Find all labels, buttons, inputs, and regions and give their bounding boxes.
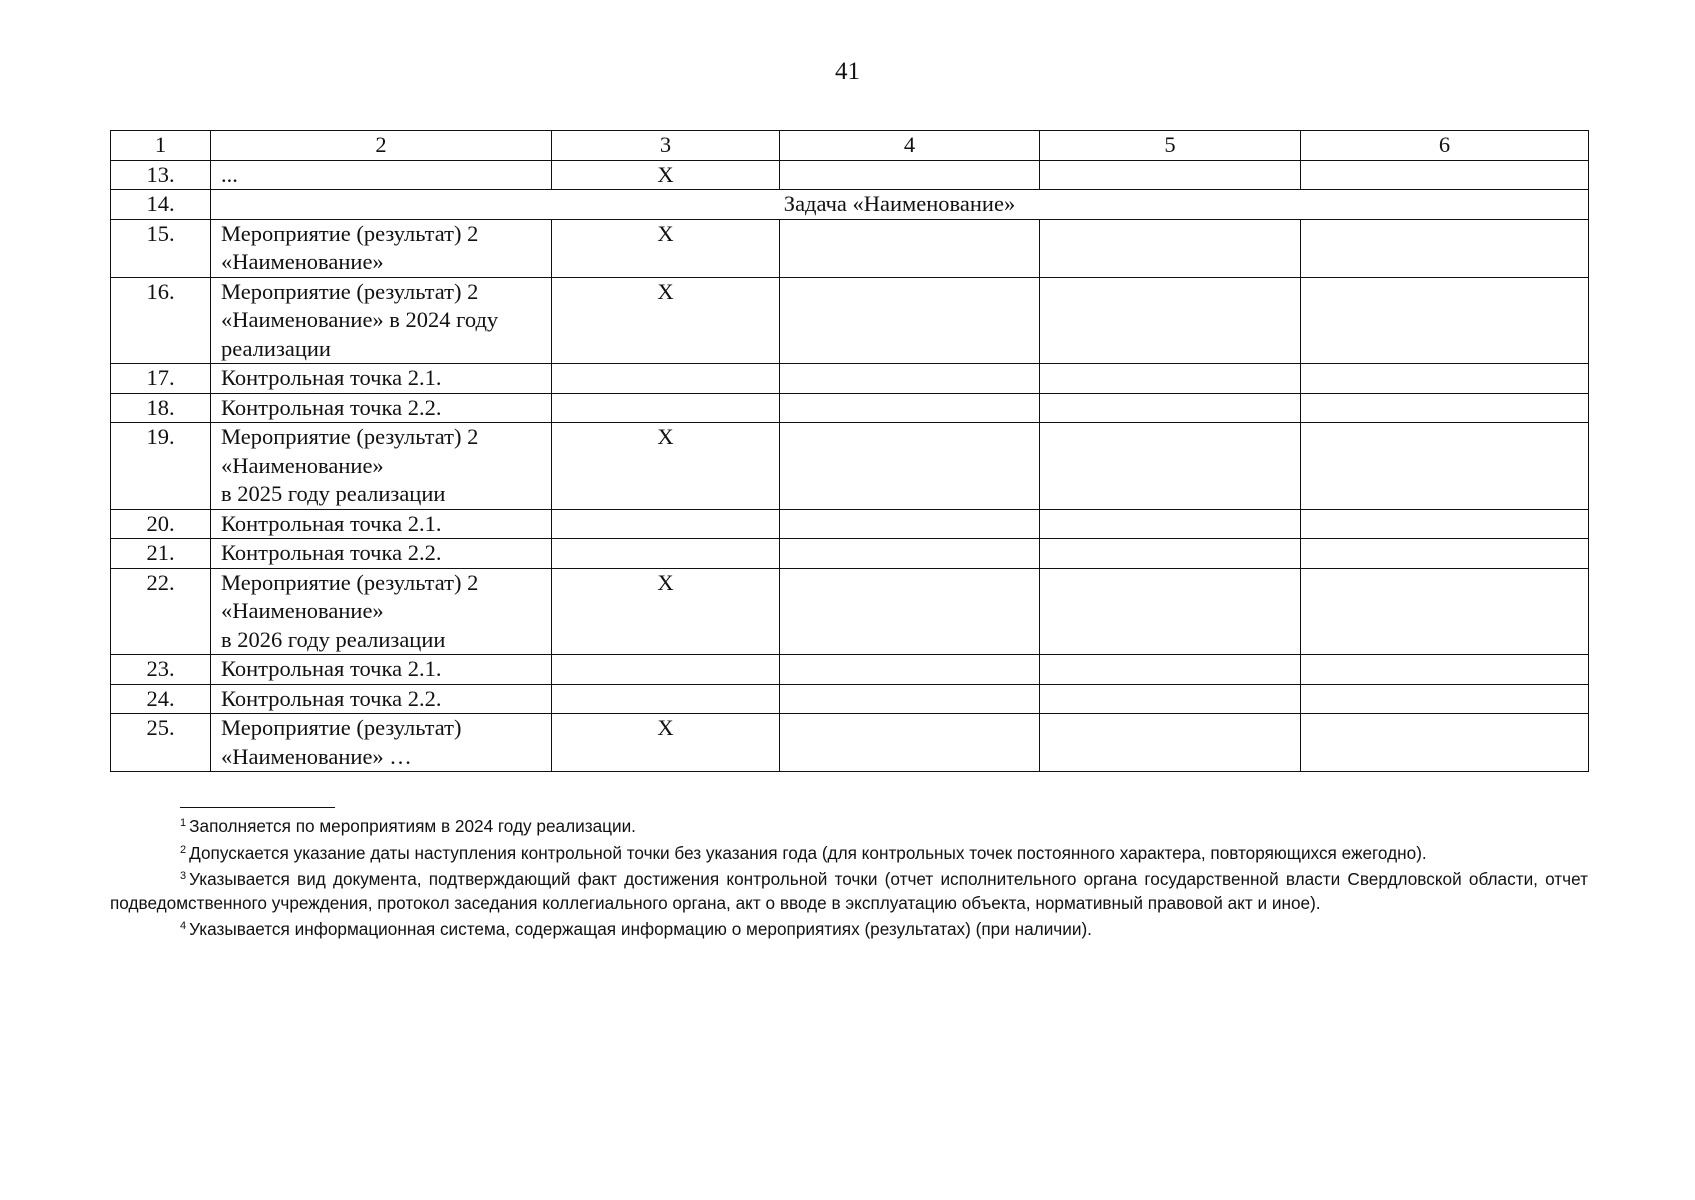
footnote bbox=[110, 865, 1588, 915]
table-header-row bbox=[111, 131, 1589, 161]
row-number: 24. bbox=[111, 684, 211, 714]
footnotes bbox=[110, 807, 1588, 942]
mark-cell bbox=[552, 364, 780, 394]
item-name-cell: Мероприятие (результат) 2 «Наименование» в 2025 году реализации bbox=[211, 423, 552, 510]
footnote bbox=[110, 812, 1588, 839]
footnote-text: Допускается указание даты наступления контрольной точки без указания года (для контрольных точек постоянного характера, повторяющихся ежегодно). bbox=[189, 842, 1427, 863]
empty-cell bbox=[780, 160, 1040, 190]
empty-cell bbox=[1040, 714, 1301, 772]
empty-cell bbox=[1040, 684, 1301, 714]
table-row bbox=[111, 160, 1589, 190]
mark-cell bbox=[552, 684, 780, 714]
empty-cell bbox=[780, 684, 1040, 714]
item-name-cell: Контрольная точка 2.1. bbox=[211, 364, 552, 394]
item-name-cell: ... bbox=[211, 160, 552, 190]
empty-cell bbox=[780, 393, 1040, 423]
item-name-cell: Мероприятие (результат) «Наименование» … bbox=[211, 714, 552, 772]
item-name-cell: Контрольная точка 2.1. bbox=[211, 655, 552, 685]
footnote bbox=[110, 839, 1588, 866]
empty-cell bbox=[1301, 655, 1589, 685]
row-number: 14. bbox=[111, 190, 211, 220]
empty-cell bbox=[780, 364, 1040, 394]
mark-cell: X bbox=[552, 160, 780, 190]
footnote-text: Указывается информационная система, содержащая информацию о мероприятиях (результатах) (при наличии). bbox=[189, 919, 1092, 940]
column-header: 4 bbox=[780, 131, 1040, 161]
footnote-ref: 1 bbox=[180, 817, 187, 829]
footnote-ref: 3 bbox=[180, 870, 187, 883]
footnote-ref: 4 bbox=[180, 920, 187, 933]
column-header: 3 bbox=[552, 131, 780, 161]
empty-cell bbox=[1040, 655, 1301, 685]
empty-cell bbox=[780, 509, 1040, 539]
empty-cell bbox=[1040, 539, 1301, 569]
empty-cell bbox=[1040, 568, 1301, 655]
empty-cell bbox=[1301, 568, 1589, 655]
mark-cell: X bbox=[552, 423, 780, 510]
row-number: 13. bbox=[111, 160, 211, 190]
empty-cell bbox=[1040, 277, 1301, 364]
row-number: 17. bbox=[111, 364, 211, 394]
column-header: 1 bbox=[111, 131, 211, 161]
page-number: 41 bbox=[835, 58, 860, 85]
item-name-cell: Контрольная точка 2.2. bbox=[211, 539, 552, 569]
table-row bbox=[111, 423, 1589, 510]
empty-cell bbox=[1301, 539, 1589, 569]
empty-cell bbox=[780, 568, 1040, 655]
empty-cell bbox=[1301, 160, 1589, 190]
mark-cell bbox=[552, 393, 780, 423]
item-name-cell: Мероприятие (результат) 2 «Наименование» bbox=[211, 219, 552, 277]
empty-cell bbox=[780, 539, 1040, 569]
mark-cell: X bbox=[552, 277, 780, 364]
table-row bbox=[111, 219, 1589, 277]
empty-cell bbox=[1301, 393, 1589, 423]
empty-cell bbox=[1040, 160, 1301, 190]
table-row bbox=[111, 277, 1589, 364]
mark-cell bbox=[552, 509, 780, 539]
table-row bbox=[111, 509, 1589, 539]
table-row bbox=[111, 684, 1589, 714]
empty-cell bbox=[780, 219, 1040, 277]
item-name-cell: Контрольная точка 2.1. bbox=[211, 509, 552, 539]
mark-cell bbox=[552, 539, 780, 569]
row-number: 21. bbox=[111, 539, 211, 569]
footnote-ref: 2 bbox=[180, 843, 187, 856]
column-header: 6 bbox=[1301, 131, 1589, 161]
table-row bbox=[111, 364, 1589, 394]
row-number: 16. bbox=[111, 277, 211, 364]
table-row bbox=[111, 190, 1589, 220]
item-name-cell: Мероприятие (результат) 2 «Наименование» в 2026 году реализации bbox=[211, 568, 552, 655]
row-number: 15. bbox=[111, 219, 211, 277]
empty-cell bbox=[1301, 277, 1589, 364]
table-row bbox=[111, 714, 1589, 772]
empty-cell bbox=[1301, 219, 1589, 277]
empty-cell bbox=[1301, 714, 1589, 772]
empty-cell bbox=[780, 277, 1040, 364]
item-name-cell: Контрольная точка 2.2. bbox=[211, 684, 552, 714]
row-number: 18. bbox=[111, 393, 211, 423]
empty-cell bbox=[1301, 684, 1589, 714]
footnote-text: Заполняется по мероприятиям в 2024 году реализации. bbox=[189, 816, 636, 836]
column-header: 5 bbox=[1040, 131, 1301, 161]
footnote bbox=[110, 915, 1588, 942]
row-number: 20. bbox=[111, 509, 211, 539]
empty-cell bbox=[1040, 509, 1301, 539]
item-name-cell: Контрольная точка 2.2. bbox=[211, 393, 552, 423]
table-row bbox=[111, 393, 1589, 423]
table-row bbox=[111, 568, 1589, 655]
empty-cell bbox=[1040, 393, 1301, 423]
empty-cell bbox=[1301, 509, 1589, 539]
row-number: 22. bbox=[111, 568, 211, 655]
column-header: 2 bbox=[211, 131, 552, 161]
row-number: 23. bbox=[111, 655, 211, 685]
row-number: 25. bbox=[111, 714, 211, 772]
empty-cell bbox=[1301, 364, 1589, 394]
empty-cell bbox=[1040, 423, 1301, 510]
mark-cell: X bbox=[552, 219, 780, 277]
mark-cell bbox=[552, 655, 780, 685]
empty-cell bbox=[780, 423, 1040, 510]
empty-cell bbox=[1040, 364, 1301, 394]
empty-cell bbox=[780, 714, 1040, 772]
item-name-cell: Мероприятие (результат) 2 «Наименование» в 2024 году реализации bbox=[211, 277, 552, 364]
empty-cell bbox=[780, 655, 1040, 685]
mark-cell: X bbox=[552, 568, 780, 655]
mark-cell: X bbox=[552, 714, 780, 772]
footnote-text: Указывается вид документа, подтверждающий факт достижения контрольной точки (отчет исполнительного органа государственной власти Свердловской области, отчет подведомственного учреждения, протокол заседания коллегиального органа, акт о вводе в эксплуатацию объекта, нормативный правовой акт и иное). bbox=[110, 869, 1588, 913]
control-points-table bbox=[110, 130, 1589, 772]
task-heading-cell: Задача «Наименование» bbox=[211, 190, 1589, 220]
row-number: 19. bbox=[111, 423, 211, 510]
table-row bbox=[111, 655, 1589, 685]
table-row bbox=[111, 539, 1589, 569]
empty-cell bbox=[1040, 219, 1301, 277]
empty-cell bbox=[1301, 423, 1589, 510]
